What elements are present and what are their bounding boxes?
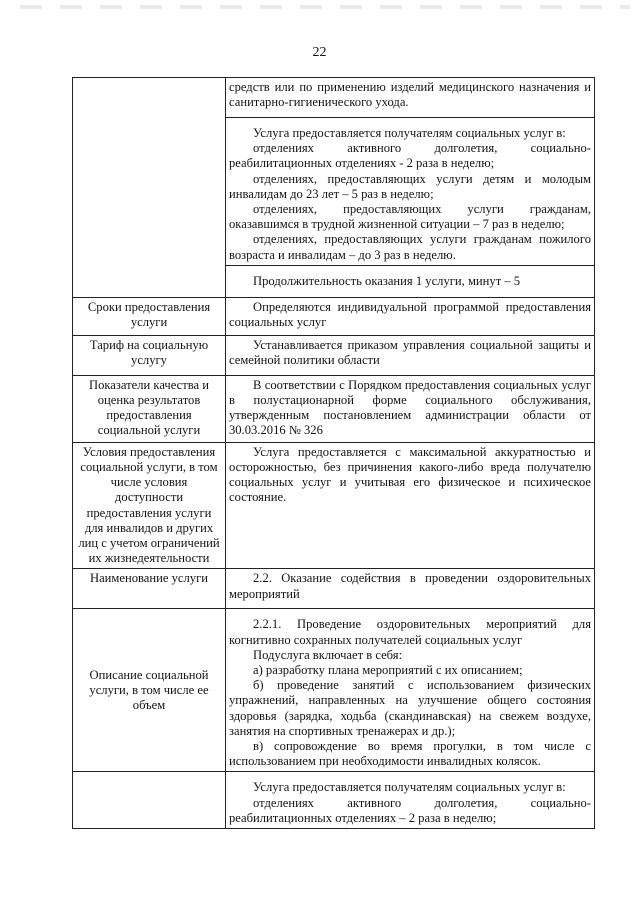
table-row [73,78,595,118]
paragraph: Услуга предоставляется получателям социальных услуг в: [253,780,566,795]
paragraph: Продолжительность оказания 1 услуги, минут – 5 [253,273,521,288]
paragraph: В соответствии с Порядком предоставления социальных услуг в полустационарной форме социального обслуживания, утвержденным постановлением администрации области от 30.03.2016 № 326 [229,377,591,438]
paragraph: Услуга предоставляется получателям социальных услуг в: [253,126,566,140]
value-cell [226,265,595,297]
paragraph: средств или по применению изделий медицинского назначения и санитарно-гигиенического ухода. [229,80,591,110]
paragraph: Определяются индивидуальной программой предоставления социальных услуг [229,299,591,330]
label-cell: Показатели качества и оценка результатов предоставления социальной услуги [73,375,226,442]
value-cell [226,609,595,772]
label-cell-empty [73,78,226,298]
page-number: 22 [312,45,327,60]
label-cell: Тариф на социальную услугу [73,335,226,375]
paragraph: отделениях, предоставляющих услуги детям и молодым инвалидам до 23 лет – 5 раз в неделю; [229,171,591,201]
table-row [73,569,595,609]
table-row [73,442,595,569]
table-row [73,297,595,335]
table-row [73,375,595,442]
value-cell [226,78,595,118]
label-cell: Сроки предоставления услуги [73,297,226,335]
label-cell: Условия предоставления социальной услуги, в том числе условия доступности предоставления услуги для инвалидов и других лиц с учетом ограничений их жизнедеятельности [73,442,226,569]
paragraph: Услуга предоставляется с максимальной аккуратностью и осторожностью, без причинения какого-либо вреда получателю социальных услуг и учитывая его физическое и психическое состояние. [229,444,591,505]
paragraph: а) разработку плана мероприятий с их описанием; [253,663,523,678]
table-row [73,609,595,772]
paragraph: отделениях, предоставляющих услуги гражданам пожилого возраста и инвалидам – до 3 раз в неделю. [229,232,591,262]
paragraph: Устанавливается приказом управления социальной защиты и семейной политики области [229,337,591,368]
label-cell: Описание социальной услуги, в том числе ее объем [73,609,226,772]
value-cell [226,442,595,569]
paragraph: 2.2. Оказание содействия в проведении оздоровительных мероприятий [229,571,591,601]
value-cell [226,772,595,829]
table-row [73,772,595,829]
paragraph: отделениях активного долголетия, социально-реабилитационных отделениях - 2 раза в неделю; [229,141,591,171]
table-row [73,335,595,375]
value-cell [226,375,595,442]
service-table [72,77,595,829]
paragraph: отделениях, предоставляющих услуги гражданам, оказавшимся в трудной жизненной ситуации – 7 раз в неделю; [229,202,591,232]
paragraph: 2.2.1. Проведение оздоровительных мероприятий для когнитивно сохранных получателей социальных услуг [229,617,591,647]
label-cell: Наименование услуги [73,569,226,609]
value-cell [226,335,595,375]
paragraph: в) сопровождение во время прогулки, в том числе с использованием при необходимости инвалидных колясок. [229,739,591,769]
scan-artifact [20,5,630,9]
paragraph: отделениях активного долголетия, социально-реабилитационных отделениях – 2 раза в неделю; [229,795,591,825]
label-cell-empty [73,772,226,829]
value-cell [226,569,595,609]
paragraph: б) проведение занятий с использованием физических упражнений, направленных на улучшение общего состояния здоровья (зарядка, ходьба (скандинавская) на свежем воздухе, занятия на спортивных тренажерах и др.); [229,678,591,738]
value-cell [226,297,595,335]
paragraph: Подуслуга включает в себя: [253,647,403,662]
value-cell [226,118,595,266]
